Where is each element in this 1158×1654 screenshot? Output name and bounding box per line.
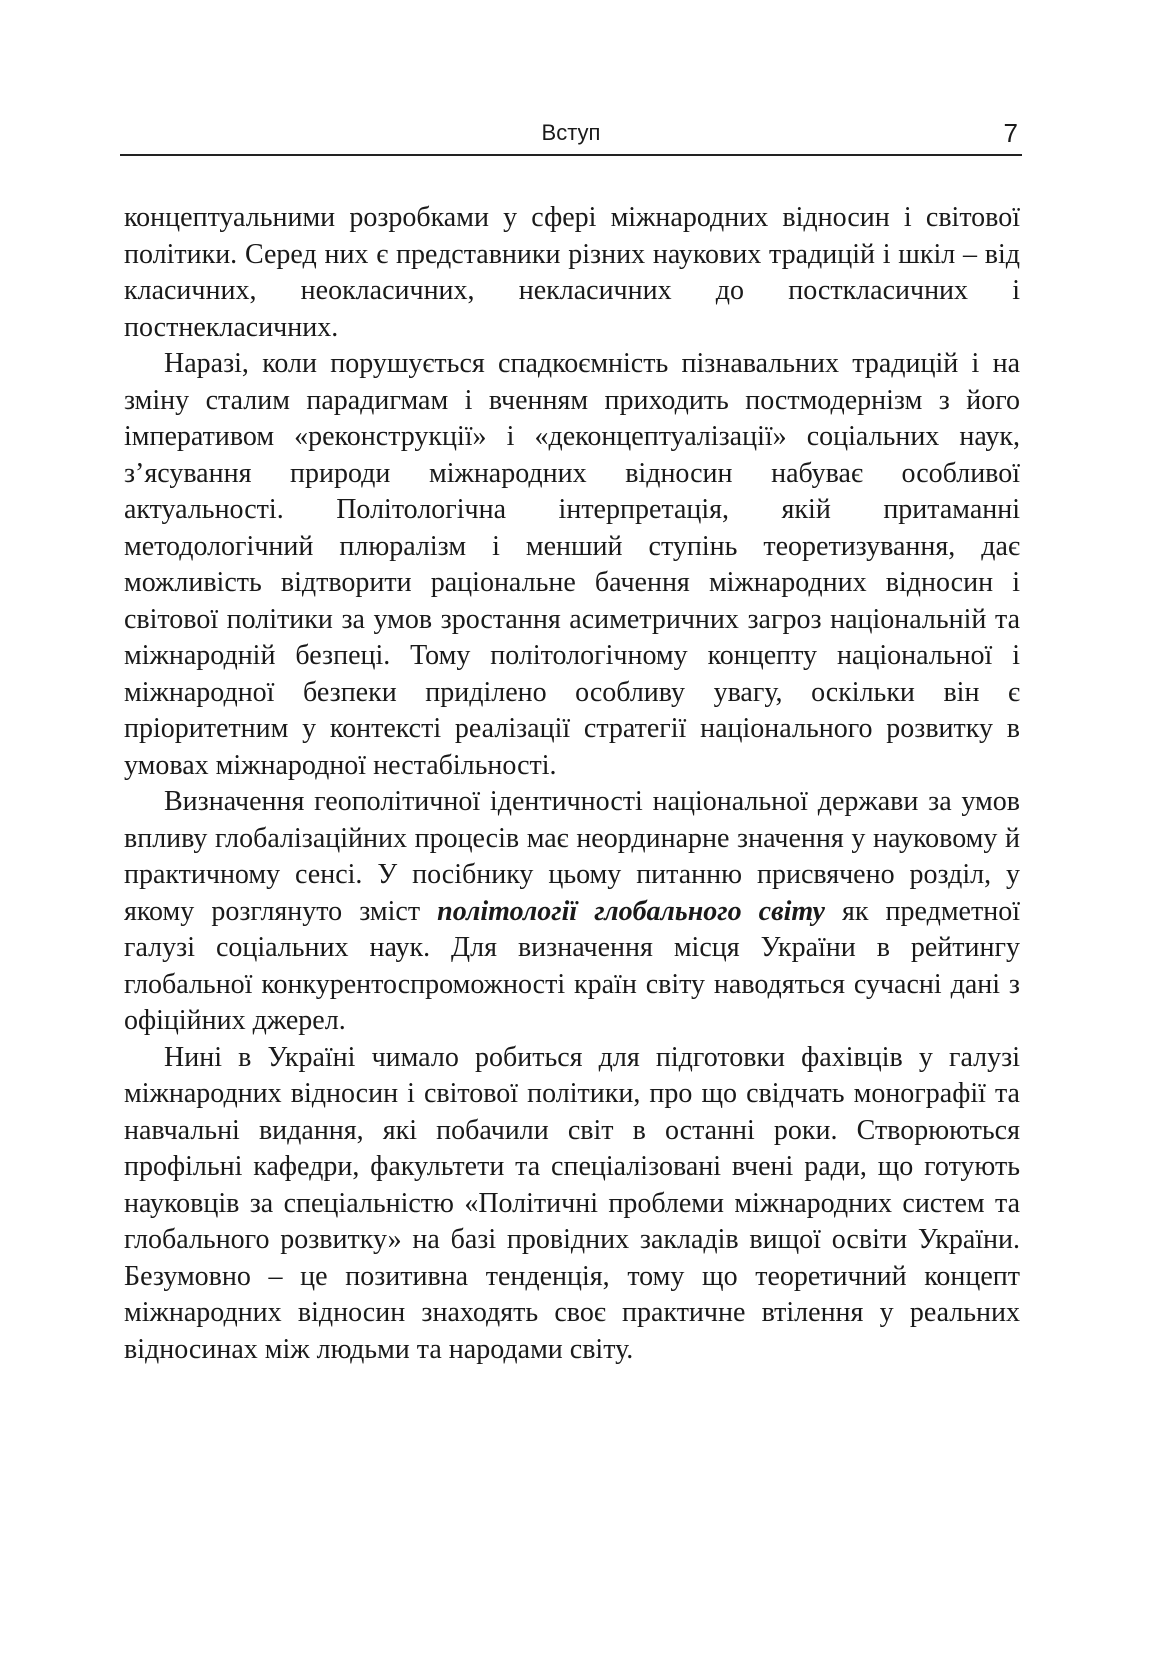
paragraph-text: Визначення геополітичної ідентичності національної держави за умов впливу глобалізаційних процесів має неординарне значення у науковому й практичному сенсі. У посібнику цьому питанню присвячено розділ, у якому розглянуто зміст: [124, 786, 1020, 927]
paragraph: Нині в Україні чимало робиться для підготовки фахівців у галузі міжнародних відносин і світової політики, про що свідчать монографії та навчальні видання, які побачили світ в останні роки. Створюються профільні кафедри, факультети та спеціалізовані вчені ради, що готують науковців за спеціальністю «Політичні проблеми міжнародних систем та глобального розвитку» на базі провідних закладів вищої освіти України. Безумовно – це позитивна тенденція, тому що теоретичний концепт міжнародних відносин знаходять своє практичне втілення у реальних відносинах між людьми та народами світу.: [124, 1041, 1020, 1365]
paragraph-text: як предметної галузі соціальних наук. Для визначення місця України в рейтингу глобальної конкурентоспроможності країн світу наводяться сучасні дані з офіційних джерел.: [124, 895, 1020, 1036]
paragraph-continued: концептуальними розробками у сфері міжнародних відносин і світової політики. Серед них є представники різних наукових традицій і шкіл – від класичних, неокласичних, некласичних до посткласичних і постнекласичних.: [124, 202, 1020, 343]
page-number: 7: [1003, 118, 1018, 148]
body-text: [124, 200, 1020, 1368]
paragraph-with-emphasis: [124, 784, 1020, 1040]
emphasized-term: політології глобального світу: [437, 895, 825, 927]
paragraph: Наразі, коли порушується спадкоємність пізнавальних традицій і на зміну сталим парадигмам і вченням приходить постмодернізм з його імперативом «реконструкції» і «деконцептуалізації» соціальних наук, з’ясування природи міжнародних відносин набуває особливої актуальності. Політологічна інтерпретація, якій притаманні методологічний плюралізм і менший ступінь теоретизування, дає можливість відтворити раціональне бачення міжнародних відносин і світової політики за умов зростання асиметричних загроз національній та міжнародній безпеці. Тому політологічному концепту національної і міжнародної безпеки приділено особливу увагу, оскільки він є пріоритетним у контексті реалізації стратегії національного розвитку в умовах міжнародної нестабільності.: [124, 348, 1020, 781]
chapter-title: Вступ: [541, 120, 601, 145]
running-header: [120, 118, 1022, 156]
